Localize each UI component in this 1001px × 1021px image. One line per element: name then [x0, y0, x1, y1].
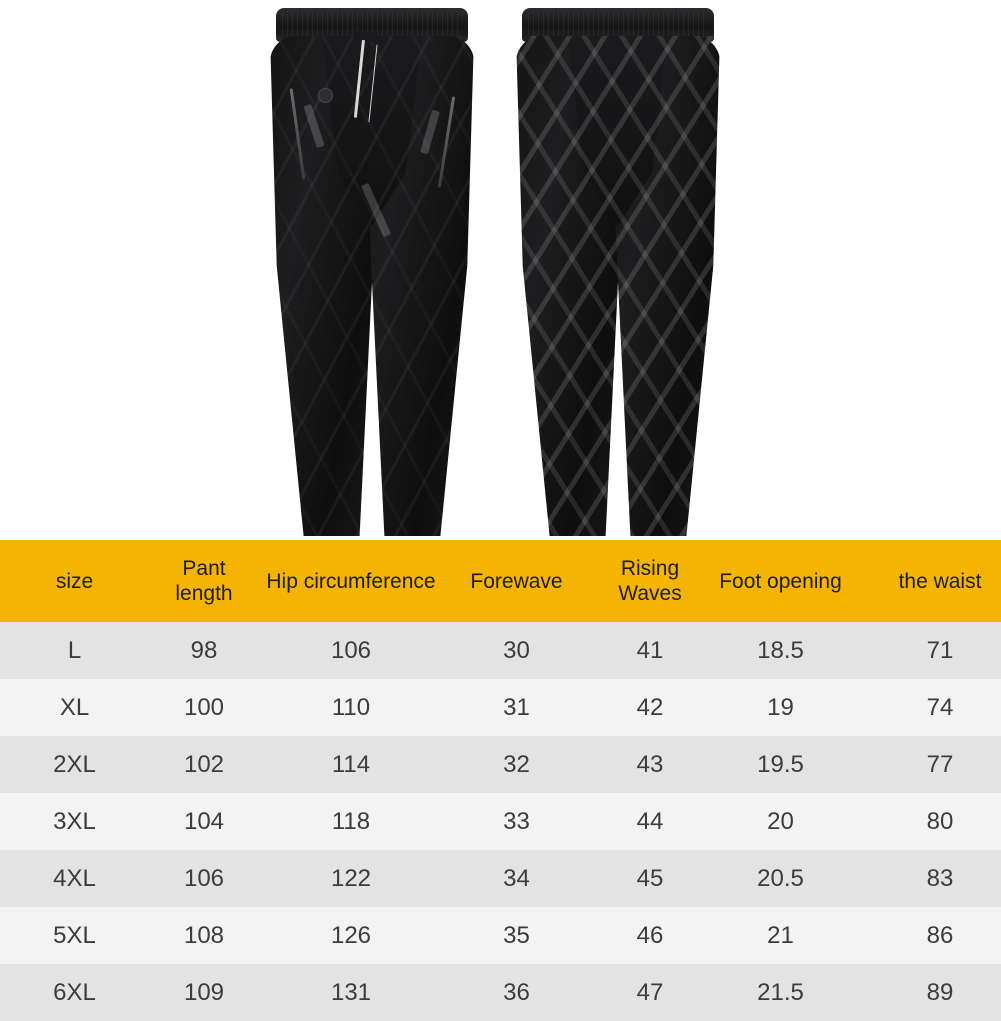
cell-hip: 118 [259, 793, 443, 850]
column-header-size: size [0, 540, 149, 622]
cell-waist: 77 [851, 736, 1001, 793]
brand-logo-icon [318, 88, 333, 103]
cell-waist: 89 [851, 964, 1001, 1021]
cell-size: XL [0, 679, 149, 736]
cell-foot-opening: 21 [710, 907, 851, 964]
cell-foot-opening: 20.5 [710, 850, 851, 907]
pants-front-body [262, 8, 482, 536]
cell-rising-waves: 47 [590, 964, 710, 1021]
pants-legs-front [270, 36, 474, 536]
size-chart-body [0, 622, 1001, 1021]
cell-rising-waves: 46 [590, 907, 710, 964]
cell-waist: 71 [851, 622, 1001, 679]
cell-pant-length: 100 [149, 679, 259, 736]
cell-pant-length: 108 [149, 907, 259, 964]
cell-forewave: 30 [443, 622, 590, 679]
column-header-pant-length: Pant length [149, 540, 259, 622]
cell-foot-opening: 21.5 [710, 964, 851, 1021]
cell-foot-opening: 19.5 [710, 736, 851, 793]
pants-back-view [508, 8, 728, 536]
cell-size: L [0, 622, 149, 679]
cell-pant-length: 109 [149, 964, 259, 1021]
cell-hip: 110 [259, 679, 443, 736]
cell-waist: 80 [851, 793, 1001, 850]
pants-back-body [508, 8, 728, 536]
table-row [0, 964, 1001, 1021]
pants-front-view [262, 8, 482, 536]
cell-size: 3XL [0, 793, 149, 850]
cell-hip: 126 [259, 907, 443, 964]
size-chart-table [0, 540, 1001, 1021]
column-header-hip: Hip circumference [259, 540, 443, 622]
size-chart-header [0, 540, 1001, 622]
cell-forewave: 32 [443, 736, 590, 793]
cell-hip: 106 [259, 622, 443, 679]
column-header-rising-waves: Rising Waves [590, 540, 710, 622]
column-header-waist: the waist [851, 540, 1001, 622]
cell-size: 2XL [0, 736, 149, 793]
cell-forewave: 36 [443, 964, 590, 1021]
cell-pant-length: 106 [149, 850, 259, 907]
column-header-forewave: Forewave [443, 540, 590, 622]
cell-pant-length: 98 [149, 622, 259, 679]
cell-hip: 122 [259, 850, 443, 907]
pants-legs-back [516, 36, 720, 536]
cell-forewave: 33 [443, 793, 590, 850]
cell-rising-waves: 43 [590, 736, 710, 793]
cell-size: 4XL [0, 850, 149, 907]
cell-forewave: 31 [443, 679, 590, 736]
cell-size: 6XL [0, 964, 149, 1021]
cell-waist: 86 [851, 907, 1001, 964]
cell-hip: 114 [259, 736, 443, 793]
cell-rising-waves: 44 [590, 793, 710, 850]
cell-rising-waves: 45 [590, 850, 710, 907]
column-header-foot-opening: Foot opening [710, 540, 851, 622]
cell-foot-opening: 19 [710, 679, 851, 736]
table-row [0, 850, 1001, 907]
cell-hip: 131 [259, 964, 443, 1021]
table-row [0, 793, 1001, 850]
cell-foot-opening: 18.5 [710, 622, 851, 679]
cell-size: 5XL [0, 907, 149, 964]
cell-waist: 74 [851, 679, 1001, 736]
cell-pant-length: 102 [149, 736, 259, 793]
cell-forewave: 35 [443, 907, 590, 964]
table-row [0, 907, 1001, 964]
cell-pant-length: 104 [149, 793, 259, 850]
table-row [0, 736, 1001, 793]
cell-waist: 83 [851, 850, 1001, 907]
cell-rising-waves: 42 [590, 679, 710, 736]
cell-foot-opening: 20 [710, 793, 851, 850]
table-row [0, 679, 1001, 736]
cell-forewave: 34 [443, 850, 590, 907]
waistband-ribbing-back [528, 11, 708, 37]
header-row [0, 540, 1001, 622]
table-row [0, 622, 1001, 679]
cell-rising-waves: 41 [590, 622, 710, 679]
